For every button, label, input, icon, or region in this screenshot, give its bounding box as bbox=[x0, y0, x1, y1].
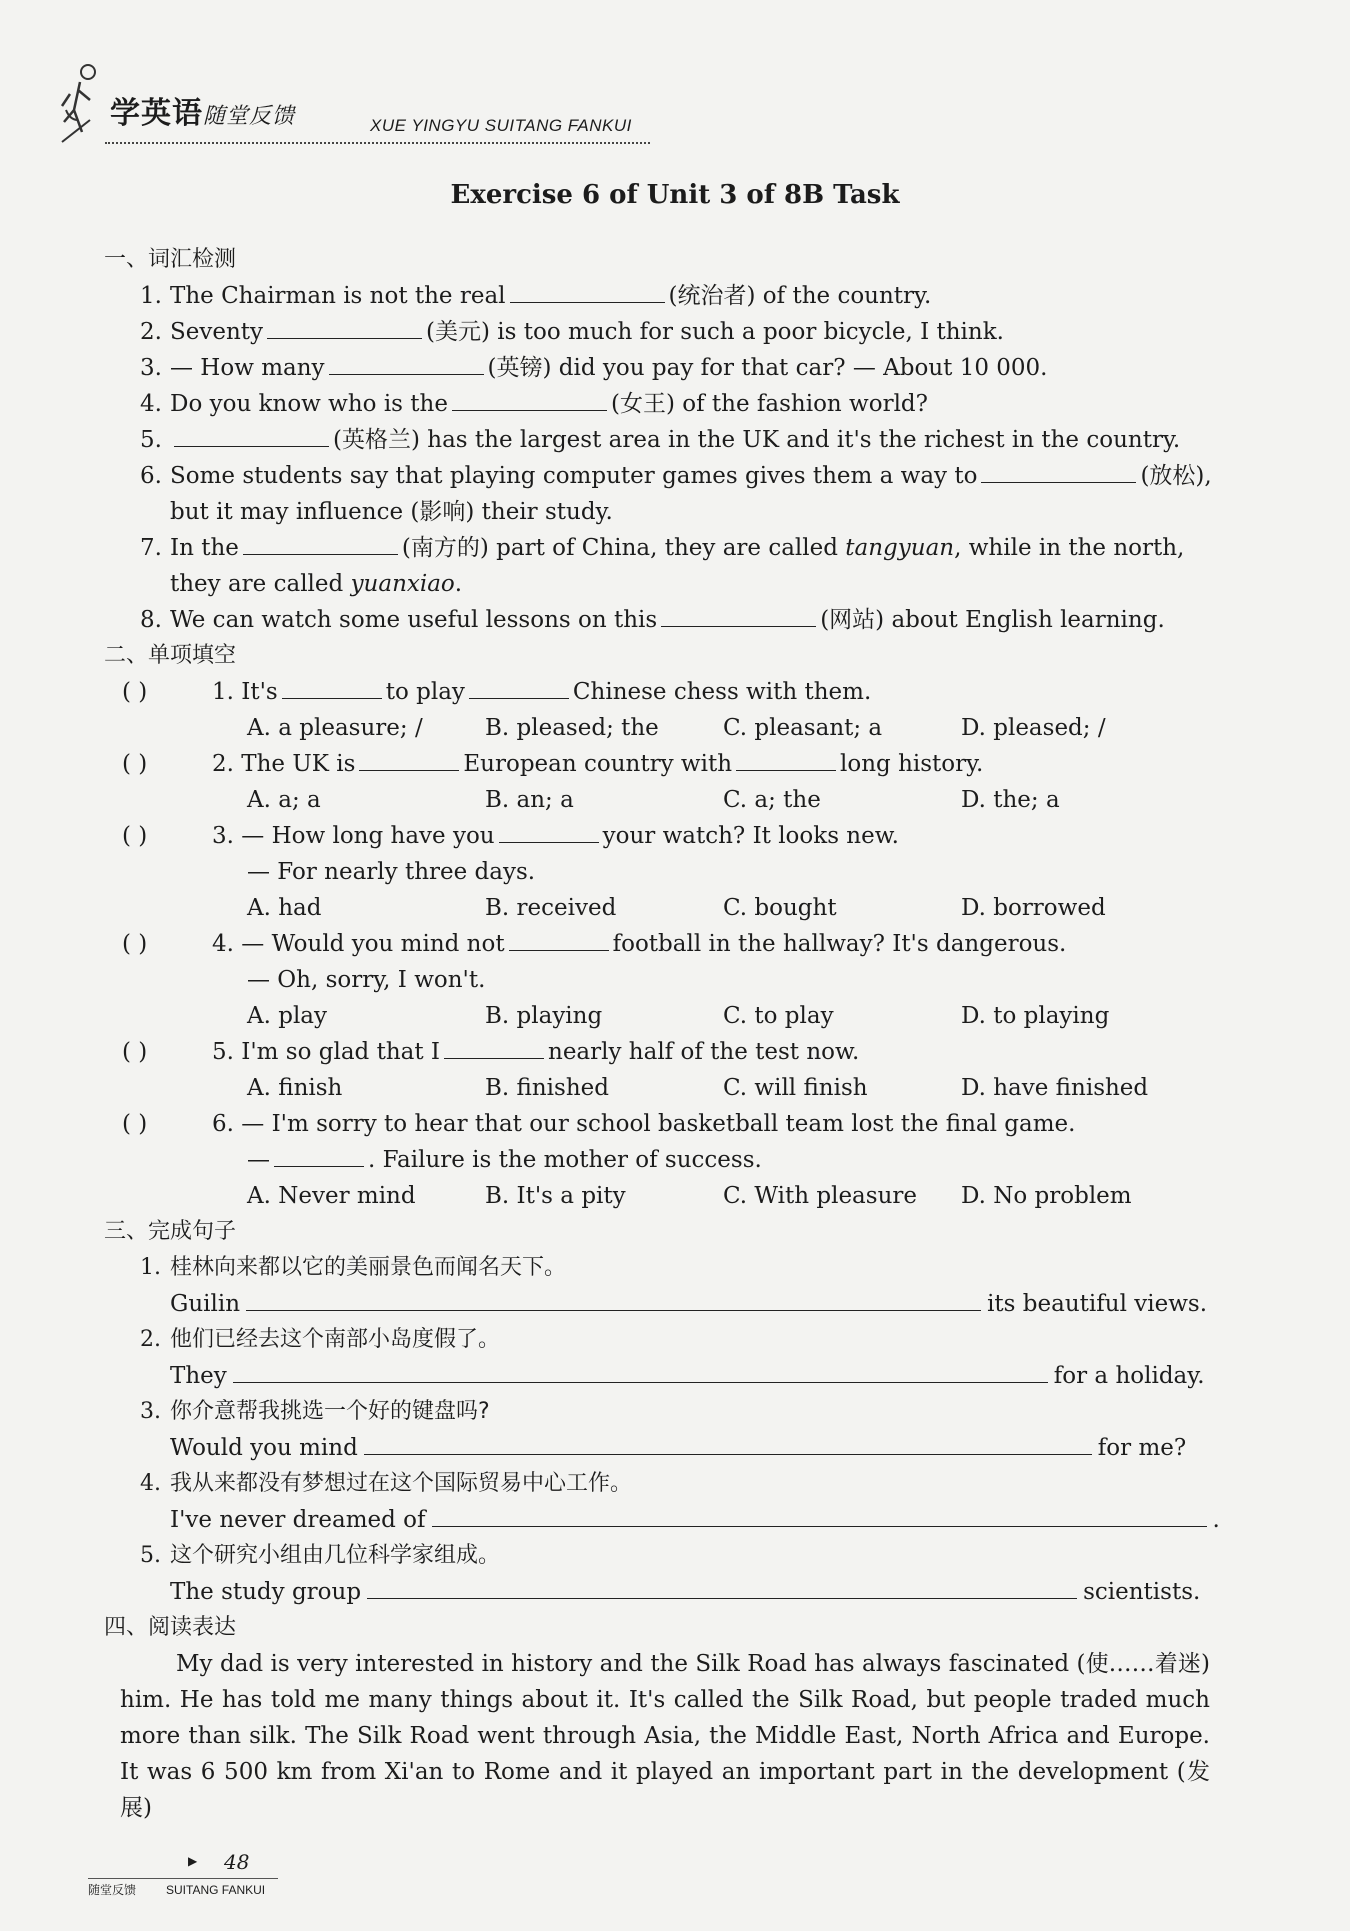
answer-blank[interactable] bbox=[661, 604, 816, 627]
translate-answer-4: I've never dreamed of . bbox=[122, 1502, 1212, 1538]
answer-bracket[interactable]: ( ) bbox=[122, 1039, 148, 1065]
option-c[interactable]: C. a; the bbox=[723, 787, 821, 813]
answer-blank[interactable] bbox=[267, 316, 422, 339]
footer-brand-cn: 随堂反馈 bbox=[88, 1883, 137, 1897]
section-heading-reading: 四、阅读表达 bbox=[104, 1615, 237, 1640]
mcq-options-1 bbox=[122, 710, 1212, 746]
translate-answer-1: Guilin its beautiful views. bbox=[122, 1286, 1212, 1322]
option-d[interactable]: D. have finished bbox=[961, 1075, 1149, 1101]
option-c[interactable]: C. to play bbox=[723, 1003, 834, 1029]
option-b[interactable]: B. playing bbox=[485, 1003, 603, 1029]
mcq-item-6: ( ) 6. — I'm sorry to hear that our school basketball team lost the final game. bbox=[122, 1106, 1212, 1142]
vocab-item-2: 2. Seventy (美元) is too much for such a poor bicycle, I think. bbox=[122, 314, 1212, 350]
page-footer bbox=[88, 1850, 288, 1900]
page-title: Exercise 6 of Unit 3 of 8B Task bbox=[450, 180, 900, 210]
mcq-dialogue-3: — For nearly three days. bbox=[247, 859, 536, 885]
translate-prompt-2: 2. 他们已经去这个南部小岛度假了。 bbox=[140, 1327, 501, 1352]
answer-line[interactable] bbox=[246, 1288, 981, 1311]
exercise-content bbox=[104, 242, 1220, 1826]
vocab-item-7: 7. In the (南方的) part of China, they are called tangyuan, while in the north, bbox=[122, 530, 1212, 566]
vocab-item-1: 1. The Chairman is not the real (统治者) of the country. bbox=[122, 278, 1212, 314]
answer-bracket[interactable]: ( ) bbox=[122, 931, 148, 957]
footer-divider bbox=[88, 1878, 278, 1879]
mcq-options-5 bbox=[122, 1070, 1212, 1106]
answer-blank[interactable] bbox=[981, 460, 1136, 483]
translate-answer-5: The study group scientists. bbox=[122, 1574, 1212, 1610]
option-c[interactable]: C. will finish bbox=[723, 1075, 868, 1101]
vocab-item-6: 6. Some students say that playing computer games gives them a way to (放松), bbox=[122, 458, 1212, 494]
answer-bracket[interactable]: ( ) bbox=[122, 679, 148, 705]
option-b[interactable]: B. It's a pity bbox=[485, 1183, 626, 1209]
mcq-item-3: ( ) 3. — How long have you your watch? It looks new. bbox=[122, 818, 1212, 854]
header-brand-cn: 学英语随堂反馈 bbox=[110, 96, 296, 131]
answer-blank[interactable] bbox=[444, 1036, 544, 1059]
answer-blank[interactable] bbox=[243, 532, 398, 555]
answer-blank[interactable] bbox=[736, 748, 836, 771]
option-d[interactable]: D. the; a bbox=[961, 787, 1060, 813]
vocab-item-4: 4. Do you know who is the (女王) of the fashion world? bbox=[122, 386, 1212, 422]
mcq-options-6 bbox=[122, 1178, 1212, 1214]
answer-blank[interactable] bbox=[509, 928, 609, 951]
mcq-item-2: ( ) 2. The UK is European country with long history. bbox=[122, 746, 1212, 782]
mcq-item-4: ( ) 4. — Would you mind not football in the hallway? It's dangerous. bbox=[122, 926, 1212, 962]
mcq-dialogue-6: — . Failure is the mother of success. bbox=[122, 1142, 1212, 1178]
answer-blank[interactable] bbox=[469, 676, 569, 699]
translate-prompt-5: 5. 这个研究小组由几位科学家组成。 bbox=[140, 1543, 501, 1568]
mcq-options-2 bbox=[122, 782, 1212, 818]
answer-line[interactable] bbox=[364, 1432, 1092, 1455]
vocab-item-3: 3. — How many (英镑) did you pay for that car? — About 10 000. bbox=[122, 350, 1212, 386]
vocab-item-5: 5. (英格兰) has the largest area in the UK and it's the richest in the country. bbox=[122, 422, 1212, 458]
option-b[interactable]: B. received bbox=[485, 895, 617, 921]
answer-line[interactable] bbox=[367, 1576, 1077, 1599]
section-heading-translate: 三、完成句子 bbox=[104, 1219, 237, 1244]
option-a[interactable]: A. play bbox=[247, 1003, 328, 1029]
answer-bracket[interactable]: ( ) bbox=[122, 1111, 148, 1137]
answer-blank[interactable] bbox=[510, 280, 665, 303]
answer-blank[interactable] bbox=[282, 676, 382, 699]
option-d[interactable]: D. No problem bbox=[961, 1183, 1132, 1209]
answer-blank[interactable] bbox=[329, 352, 484, 375]
translate-answer-2: They for a holiday. bbox=[122, 1358, 1212, 1394]
option-d[interactable]: D. borrowed bbox=[961, 895, 1106, 921]
header-brand-en: XUE YINGYU SUITANG FANKUI bbox=[370, 116, 632, 135]
option-a[interactable]: A. had bbox=[247, 895, 322, 921]
option-c[interactable]: C. pleasant; a bbox=[723, 715, 883, 741]
mcq-item-1: ( ) 1. It's to play Chinese chess with them. bbox=[122, 674, 1212, 710]
answer-blank[interactable] bbox=[274, 1144, 364, 1167]
answer-blank[interactable] bbox=[174, 424, 329, 447]
option-a[interactable]: A. finish bbox=[247, 1075, 343, 1101]
section-heading-mcq: 二、单项填空 bbox=[104, 643, 237, 668]
vocab-item-7-cont: they are called yuanxiao. bbox=[170, 571, 463, 597]
option-c[interactable]: C. With pleasure bbox=[723, 1183, 917, 1209]
mcq-options-3 bbox=[122, 890, 1212, 926]
footer-brand-en: SUITANG FANKUI bbox=[166, 1883, 266, 1897]
answer-blank[interactable] bbox=[499, 820, 599, 843]
answer-blank[interactable] bbox=[359, 748, 459, 771]
translate-prompt-1: 1. 桂林向来都以它的美丽景色而闻名天下。 bbox=[140, 1255, 567, 1280]
mcq-item-5: ( ) 5. I'm so glad that I nearly half of the test now. bbox=[122, 1034, 1212, 1070]
mcq-options-4 bbox=[122, 998, 1212, 1034]
option-d[interactable]: D. to playing bbox=[961, 1003, 1110, 1029]
option-a[interactable]: A. a; a bbox=[247, 787, 321, 813]
runner-logo-icon bbox=[60, 60, 110, 155]
translate-answer-3: Would you mind for me? bbox=[122, 1430, 1212, 1466]
header-banner bbox=[60, 60, 660, 155]
option-b[interactable]: B. finished bbox=[485, 1075, 609, 1101]
header-divider bbox=[105, 142, 650, 144]
option-d[interactable]: D. pleased; / bbox=[961, 715, 1106, 741]
play-arrow-icon: ▶ bbox=[188, 1854, 198, 1868]
mcq-dialogue-4: — Oh, sorry, I won't. bbox=[247, 967, 486, 993]
answer-bracket[interactable]: ( ) bbox=[122, 823, 148, 849]
option-b[interactable]: B. pleased; the bbox=[485, 715, 659, 741]
translate-prompt-3: 3. 你介意帮我挑选一个好的键盘吗? bbox=[140, 1399, 490, 1424]
answer-line[interactable] bbox=[432, 1504, 1207, 1527]
option-c[interactable]: C. bought bbox=[723, 895, 837, 921]
option-b[interactable]: B. an; a bbox=[485, 787, 574, 813]
answer-line[interactable] bbox=[233, 1360, 1048, 1383]
reading-passage: My dad is very interested in history and the Silk Road has always fascinated (使……着迷) him. He has told me many things about it. It's called the Silk Road, but people traded much more than silk. The Silk Road went through Asia, the Middle East, North Africa and Europe. It was 6 500 km from Xi'an to Rome and it played an important part in the development (发展) bbox=[120, 1651, 1210, 1821]
vocab-item-6-cont: but it may influence (影响) their study. bbox=[170, 499, 613, 525]
answer-blank[interactable] bbox=[452, 388, 607, 411]
page-number: 48 bbox=[224, 1850, 250, 1874]
option-a[interactable]: A. Never mind bbox=[247, 1183, 416, 1209]
answer-bracket[interactable]: ( ) bbox=[122, 751, 148, 777]
option-a[interactable]: A. a pleasure; / bbox=[247, 715, 423, 741]
section-heading-vocab: 一、词汇检测 bbox=[104, 247, 237, 272]
vocab-item-8: 8. We can watch some useful lessons on this (网站) about English learning. bbox=[122, 602, 1212, 638]
translate-prompt-4: 4. 我从来都没有梦想过在这个国际贸易中心工作。 bbox=[140, 1471, 633, 1496]
